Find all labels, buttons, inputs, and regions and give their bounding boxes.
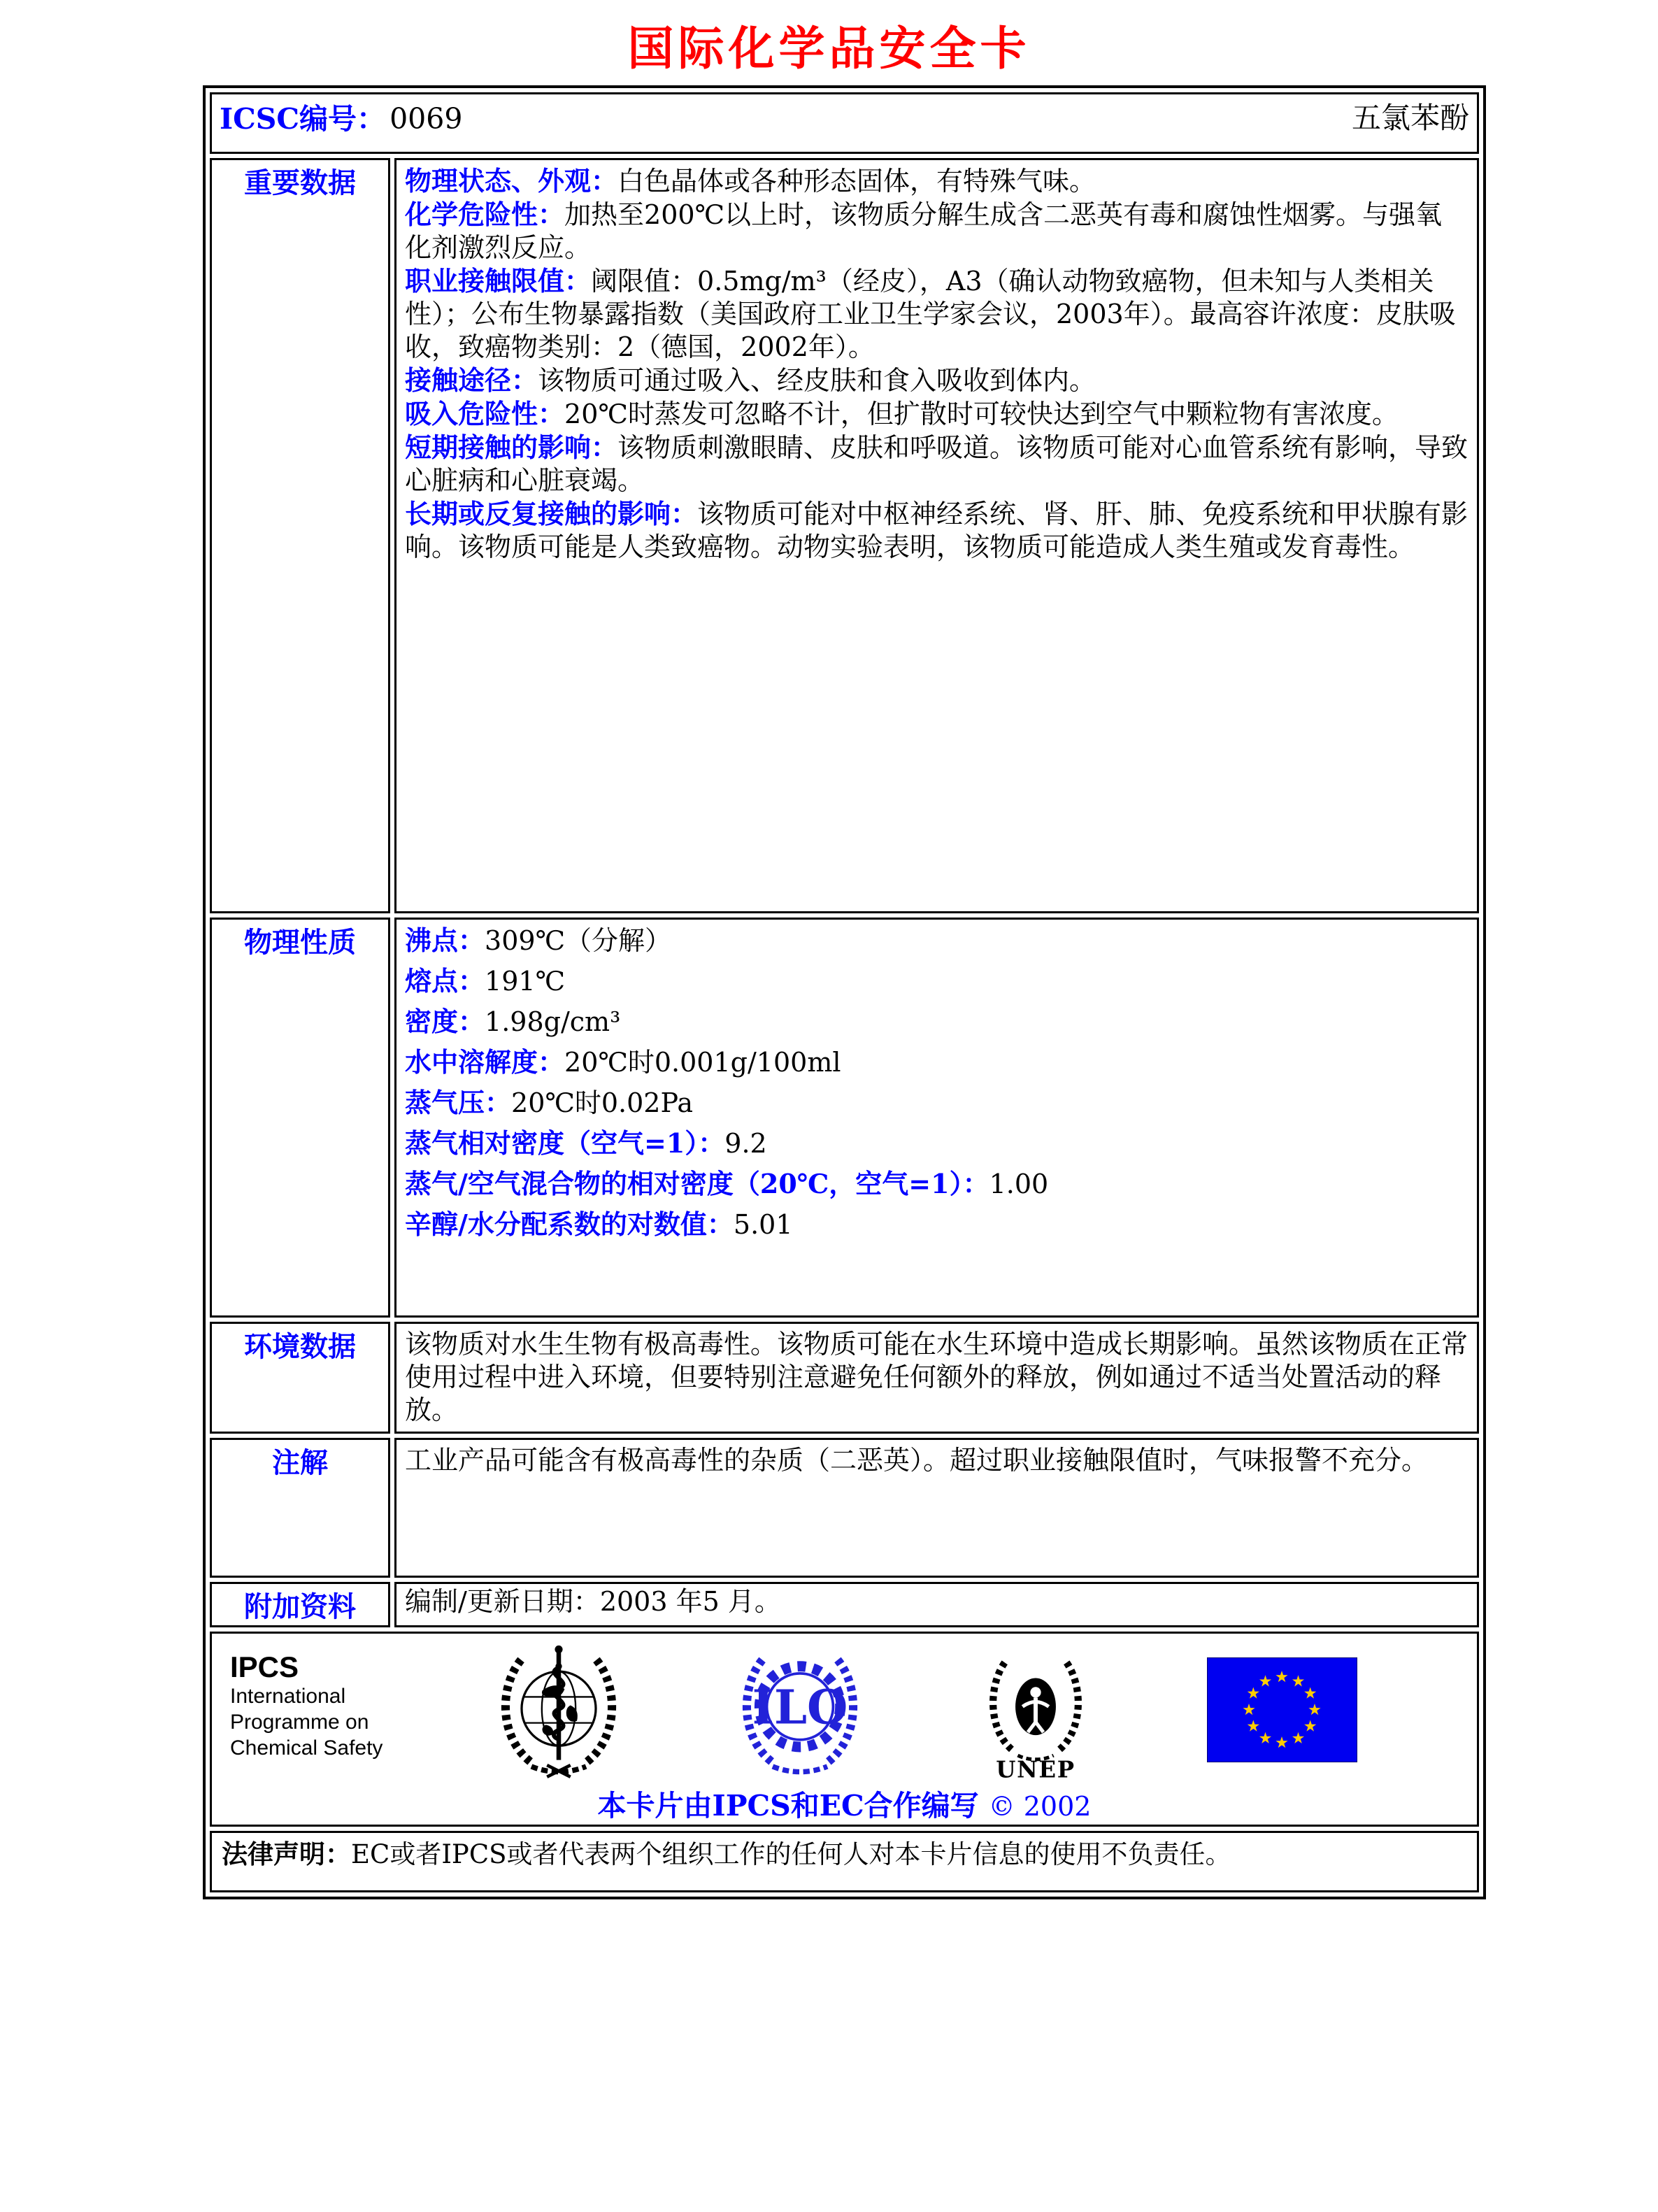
paragraph-inhalation-risk: 吸入危险性：20℃时蒸发可忽略不计，但扩散时可较快达到空气中颗粒物有害浓度。 xyxy=(405,398,1399,429)
legal-notice-cell xyxy=(210,1831,1479,1892)
logos-row xyxy=(210,1632,1479,1827)
notes-row xyxy=(210,1438,1479,1578)
property-boiling-point: 沸点：309℃（分解） xyxy=(405,925,672,956)
header-row xyxy=(210,92,1479,154)
cooperation-caption: 本卡片由IPCS和EC合作编写 © 2002 xyxy=(597,1789,1092,1822)
paragraph-short-term-effects: 短期接触的影响：该物质刺激眼睛、皮肤和呼吸道。该物质可能对心血管系统有影响，导致心脏病和心脏衰竭。 xyxy=(405,431,1468,496)
who-logo-icon xyxy=(494,1641,624,1781)
icsc-number-label: ICSC编号： xyxy=(220,101,386,136)
unep-logo-icon xyxy=(975,1640,1096,1783)
unep-logo-text: UNEP xyxy=(996,1756,1076,1780)
ipcs-text-block: IPCS International Programme on Chemical Safety xyxy=(230,1650,383,1760)
legal-notice-text: EC或者IPCS或者代表两个组织工作的任何人对本卡片信息的使用不负责任。 xyxy=(351,1839,1231,1869)
important-data-row-label: 重要数据 xyxy=(210,158,390,913)
ilo-logo-text: ILO xyxy=(752,1679,848,1735)
physical-properties-content xyxy=(394,918,1479,1318)
paragraph-exposure-routes: 接触途径：该物质可通过吸入、经皮肤和食入吸收到体内。 xyxy=(405,364,1096,396)
important-data-row xyxy=(210,158,1479,913)
icsc-number-value: 0069 xyxy=(390,101,463,136)
paragraph-chemical-danger: 化学危险性：加热至200℃以上时，该物质分解生成含二恶英有毒和腐蚀性烟雾。与强氧化剂激烈反应。 xyxy=(405,199,1443,263)
property-vapor-air-density: 蒸气/空气混合物的相对密度（20℃，空气=1）：1.00 xyxy=(405,1168,1049,1199)
important-data-content xyxy=(394,158,1479,913)
environmental-data-row xyxy=(210,1322,1479,1434)
paragraph-physical-state: 物理状态、外观：白色晶体或各种形态固体，有特殊气味。 xyxy=(405,165,1096,197)
paragraph-long-term-effects: 长期或反复接触的影响：该物质可能对中枢神经系统、肾、肝、肺、免疫系统和甲状腺有影响。该物质可能是人类致癌物。动物实验表明，该物质可能造成人类生殖或发育毒性。 xyxy=(405,498,1468,562)
property-vapor-density: 蒸气相对密度（空气=1）：9.2 xyxy=(405,1127,767,1159)
ipcs-acronym: IPCS xyxy=(230,1650,299,1683)
physical-properties-row-label: 物理性质 xyxy=(210,918,390,1318)
property-density: 密度：1.98g/cm³ xyxy=(405,1006,621,1037)
notes-row-label: 注解 xyxy=(210,1438,390,1578)
additional-info-content xyxy=(394,1582,1479,1627)
environmental-data-row-label: 环境数据 xyxy=(210,1322,390,1434)
paragraph-notes: 工业产品可能含有极高毒性的杂质（二恶英）。超过职业接触限值时，气味报警不充分。 xyxy=(405,1445,1429,1476)
additional-info-row xyxy=(210,1582,1479,1627)
notes-content xyxy=(394,1438,1479,1578)
paragraph-update-date: 编制/更新日期：2003 年5 月。 xyxy=(405,1586,781,1617)
paragraph-occupational-limits: 职业接触限值：阈限值：0.5mg/m³（经皮），A3（确认动物致癌物，但未知与人类相关性）；公布生物暴露指数（美国政府工业卫生学家会议，2003年）。最高容许浓度：皮肤吸收，致癌物类别：2（德国，2002年）。 xyxy=(405,265,1456,362)
icsc-card-table xyxy=(203,85,1486,1899)
legal-notice-label: 法律声明： xyxy=(222,1839,351,1869)
paragraph-environment: 该物质对水生生物有极高毒性。该物质可能在水生环境中造成长期影响。虽然该物质在正常使用过程中进入环境，但要特别注意避免任何额外的释放，例如通过不适当处置活动的释放。 xyxy=(405,1329,1468,1425)
legal-notice-row xyxy=(210,1831,1479,1892)
environmental-data-content xyxy=(394,1322,1479,1434)
property-vapor-pressure: 蒸气压：20℃时0.02Pa xyxy=(405,1087,694,1118)
property-melting-point: 熔点：191℃ xyxy=(405,965,566,997)
physical-properties-row xyxy=(210,918,1479,1318)
logos-cell xyxy=(210,1632,1479,1827)
copyright-text: © 2002 xyxy=(988,1791,1092,1822)
property-octanol-water: 辛醇/水分配系数的对数值：5.01 xyxy=(405,1208,793,1240)
property-water-solubility: 水中溶解度：20℃时0.001g/100ml xyxy=(405,1046,841,1078)
ilo-logo-icon xyxy=(735,1641,865,1781)
additional-info-row-label: 附加资料 xyxy=(210,1582,390,1627)
eu-flag-icon xyxy=(1207,1657,1357,1765)
icsc-number-group xyxy=(220,96,462,137)
page-title: 国际化学品安全卡 xyxy=(627,21,1031,76)
chemical-name: 五氯苯酚 xyxy=(1351,101,1469,135)
